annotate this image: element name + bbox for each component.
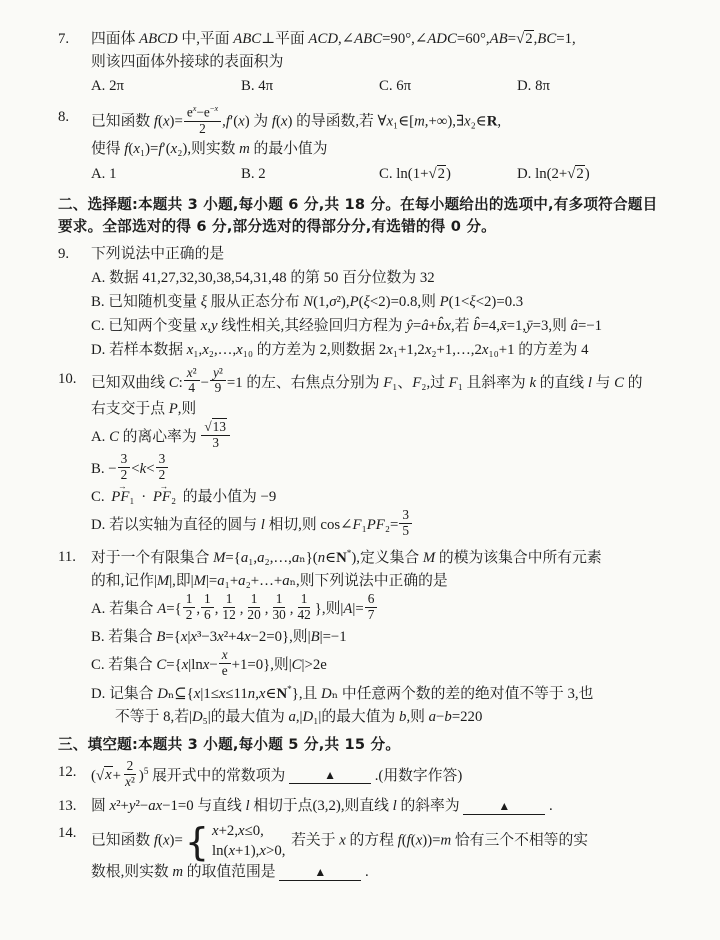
question-8-options — [91, 163, 680, 186]
question-9-stem: 下列说法中正确的是 — [91, 246, 225, 263]
question-13-body — [91, 795, 680, 818]
section-3-heading: 三、填空题:本题共 3 小题,每小题 5 分,共 15 分。 — [58, 735, 401, 753]
question-7-option-a: A. 2π — [91, 78, 124, 95]
question-11-option-d: D. 记集合 Dₙ⊆{x|1≤x≤11n,x∈N*},且 Dₙ 中任意两个数的差的绝对值不等于 3,也 不等于 8,若|D₅|的最大值为 a,|D₁|的最大值为 b,则 a−b=220 — [91, 683, 594, 725]
question-13-stem: 圆 x²+y²−ax−1=0 与直线 l 相切于点(3,2),则直线 l 的斜率为 ▲ . — [91, 798, 553, 815]
question-14-number: 14. — [58, 825, 77, 842]
question-11-body — [91, 546, 680, 730]
question-7-option-b: B. 4π — [241, 78, 274, 95]
question-14 — [58, 819, 680, 884]
question-13-number: 13. — [58, 798, 77, 815]
question-10-stem: 已知双曲线 C: $\frac{\text{x²}}{4}$ − $\frac{\text{y²}}{9}$ =1 的左、右焦点分别为 F₁、F₂,过 F₁ 且斜率为 k 的直线 l 与 C 的 右支交于点 P,则 — [91, 364, 643, 418]
question-9-option-d: D. 若样本数据 x₁,x₂,…,x₁₀ 的方差为 2,则数据 2x₁+1,2x₂+1,…,2x₁₀+1 的方差为 4 — [91, 342, 589, 359]
question-12-stem: (√x+ $\frac{2}{\text{x²}}$ )$^5$ 展开式中的常数项为 ▲ .(用数字作答) — [91, 757, 463, 789]
question-11 — [58, 546, 680, 730]
question-8 — [58, 106, 680, 189]
question-11-option-c: C. 若集合 C={x|lnx− $\frac{x}{e}$ +1=0},则|C|>2e — [91, 646, 327, 678]
question-11-options — [91, 591, 680, 729]
question-9-body — [91, 243, 680, 363]
question-7-option-d: D. 8π — [517, 78, 550, 95]
question-8-option-d: D. ln(2+√2) — [517, 165, 590, 182]
question-12 — [58, 757, 680, 792]
question-12-body — [91, 757, 680, 792]
question-9-option-c: C. 已知两个变量 x,y 线性相关,其经验回归方程为 ŷ=â+b̂x,若 b̂=4,x̄=1,ȳ=3,则 â=−1 — [91, 318, 603, 335]
question-14-stem: 已知函数 f(x)= { x+2,x≤0, ln(x+1),x>0, 若关于 x 的方程 f(f(x))=m 恰有三个不相等的实 数根,则实数 m 的取值范围是 ▲ . — [91, 819, 589, 880]
answer-blank-13: ▲ — [463, 799, 545, 815]
answer-blank-14: ▲ — [279, 865, 361, 881]
question-8-option-a: A. 1 — [91, 165, 117, 182]
question-10 — [58, 364, 680, 542]
question-7-body — [91, 28, 680, 102]
question-10-option-b: B. − $\frac{3}{2}$ <k< $\frac{3}{2}$ — [91, 454, 680, 485]
question-14-body — [91, 819, 680, 884]
question-11-option-a: A. 若集合 A={ $\frac{1}{2}$ , $\frac{1}{6}$ , $\frac{1}{12}$ , $\frac{1}{20}$ , $\frac{1}{30}$ , $\frac{1}{42}$ },则|A|= $\frac{6}{7}$ — [91, 594, 680, 625]
question-9-option-b: B. 已知随机变量 ξ 服从正态分布 N(1,σ²),P(ξ<2)=0.8,则 P(1<ξ<2)=0.3 — [91, 294, 524, 311]
question-8-option-c: C. ln(1+√2) — [379, 165, 451, 182]
question-11-number: 11. — [58, 548, 76, 565]
question-11-option-b: B. 若集合 B={x|x³−3x²+4x−2=0},则|B|=−1 — [91, 628, 347, 645]
question-11-stem: 对于一个有限集合 M={a₁,a₂,…,aₙ}(n∈N*),定义集合 M 的模为该集合中所有元素 的和,记作|M|,即|M|=a₁+a₂+…+aₙ,则下列说法中正确的是 — [91, 547, 602, 589]
question-8-number: 8. — [58, 109, 70, 126]
section-2-heading: 二、选择题:本题共 3 小题,每小题 6 分,共 18 分。在每小题给出的选项中,有多项符合题目 要求。全部选对的得 6 分,部分选对的得部分分,有选错的得 0 分。 — [58, 195, 658, 236]
question-10-option-c: C. PF₁ → · PF₂ → 的最小值为 −9 — [91, 486, 680, 509]
question-10-option-a: A. C 的离心率为 $\frac{√13}{3}$ — [91, 422, 680, 453]
question-7-stem: 四面体 ABCD 中,平面 ABC⊥平面 ACD,∠ABC=90°,∠ADC=60°,AB=√2,BC=1, 则该四面体外接球的表面积为 — [91, 31, 576, 71]
question-7-options — [91, 75, 680, 98]
question-7 — [58, 28, 680, 102]
question-10-option-d: D. 若以实轴为直径的圆与 l 相切,则 cos∠F₁PF₂= $\frac{3}{5}$ — [91, 510, 680, 541]
question-9 — [58, 243, 680, 363]
question-9-option-a: A. 数据 41,27,32,30,38,54,31,48 的第 50 百分位数为 32 — [91, 270, 435, 287]
answer-blank-12: ▲ — [289, 768, 371, 784]
question-7-number: 7. — [58, 31, 70, 47]
question-10-number: 10. — [58, 370, 77, 387]
question-8-body — [91, 106, 680, 189]
question-12-number: 12. — [58, 763, 77, 780]
question-9-options — [91, 267, 680, 362]
question-10-body — [91, 364, 680, 542]
question-10-options — [91, 419, 680, 541]
question-8-stem: 已知函数 f(x)= $\frac{e^x-e^{-x}}{2}$ ,f′(x) 为 f(x) 的导函数,若 ∀x₁∈[m,+∞),∃x₂∈R, 使得 f(x₁)=f′(x₂),则实数 m 的最小值为 — [91, 104, 502, 158]
question-13 — [58, 795, 680, 818]
question-9-number: 9. — [58, 246, 70, 263]
question-7-option-c: C. 6π — [379, 78, 412, 95]
question-8-option-b: B. 2 — [241, 165, 266, 182]
